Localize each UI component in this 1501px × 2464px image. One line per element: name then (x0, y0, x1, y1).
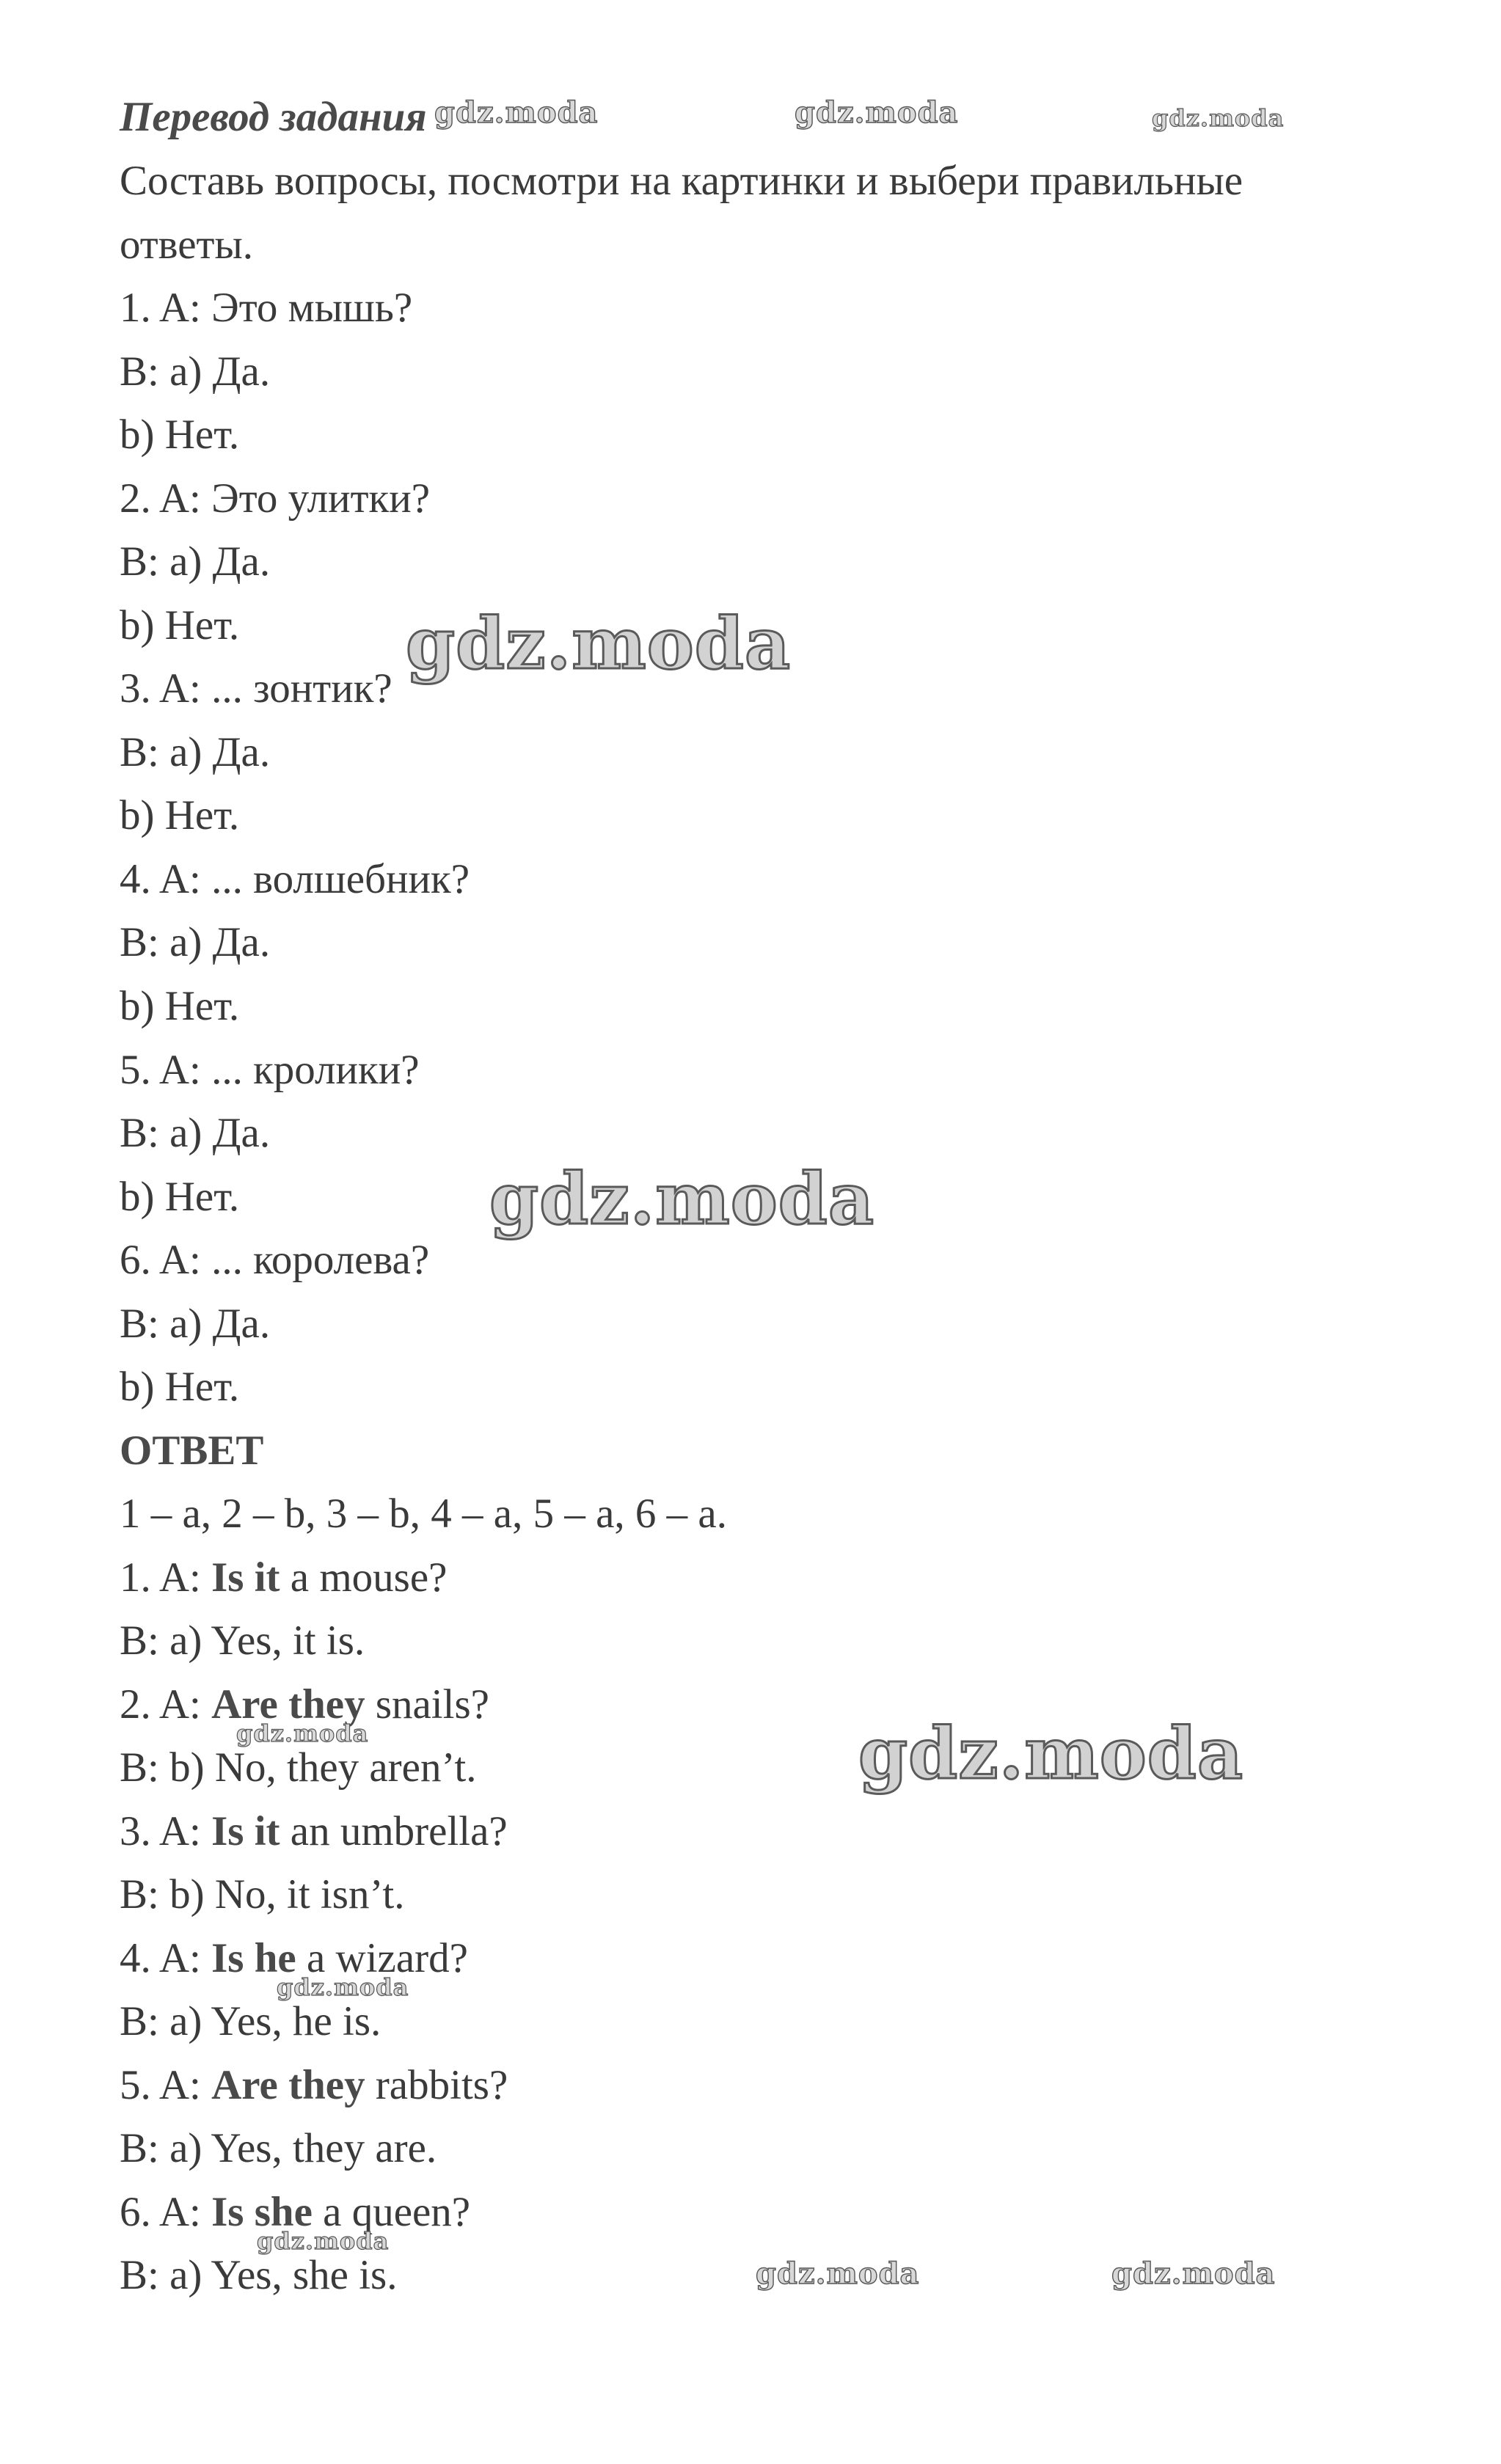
watermark: gdz.moda (434, 95, 599, 130)
watermark: gdz.moda (1111, 2256, 1276, 2291)
task-question-6: 6. A: ... королева? (120, 1237, 430, 1283)
task-option-a-6: B: a) Да. (120, 1301, 271, 1347)
watermark: gdz.moda (257, 2227, 390, 2255)
watermark: gdz.moda (277, 1973, 409, 2001)
watermark: gdz.moda (236, 1719, 369, 1747)
task-option-b-6: b) Нет. (120, 1364, 240, 1410)
task-option-a-1: B: a) Да. (120, 348, 271, 395)
watermark: gdz.moda (1152, 104, 1285, 132)
task-option-a-3: B: a) Да. (120, 729, 271, 775)
task-question-5: 5. A: ... кролики? (120, 1047, 420, 1093)
task-option-a-4: B: a) Да. (120, 919, 271, 965)
instruction-line-2: ответы. (120, 222, 253, 268)
answer-question-5: 5. A: Are they rabbits? (120, 2062, 508, 2108)
task-option-b-2: b) Нет. (120, 602, 240, 648)
answer-reply-5: B: a) Yes, they are. (120, 2125, 437, 2171)
answer-reply-6: B: a) Yes, she is. (120, 2252, 398, 2298)
watermark: gdz.moda (858, 1712, 1244, 1795)
watermark: gdz.moda (795, 95, 959, 130)
watermark: gdz.moda (756, 2256, 920, 2291)
answer-reply-4: B: a) Yes, he is. (120, 1998, 381, 2044)
task-option-a-2: B: a) Да. (120, 538, 271, 585)
instruction-line-1: Составь вопросы, посмотри на картинки и выбери правильные (120, 158, 1243, 204)
task-option-b-4: b) Нет. (120, 983, 240, 1029)
task-question-4: 4. A: ... волшебник? (120, 856, 470, 902)
answer-question-6: 6. A: Is she a queen? (120, 2189, 471, 2235)
task-option-b-3: b) Нет. (120, 792, 240, 838)
task-option-b-1: b) Нет. (120, 412, 240, 458)
watermark: gdz.moda (406, 602, 792, 685)
answer-question-3: 3. A: Is it an umbrella? (120, 1808, 508, 1854)
answer-reply-2: B: b) No, they aren’t. (120, 1744, 477, 1791)
task-question-1: 1. A: Это мышь? (120, 285, 413, 331)
answer-key: 1 – a, 2 – b, 3 – b, 4 – a, 5 – a, 6 – a. (120, 1491, 727, 1537)
task-question-2: 2. A: Это улитки? (120, 475, 430, 522)
task-option-b-5: b) Нет. (120, 1174, 240, 1220)
answer-reply-3: B: b) No, it isn’t. (120, 1871, 405, 1918)
answer-heading: ОТВЕТ (120, 1427, 264, 1474)
task-heading: Перевод задания (120, 94, 427, 140)
task-option-a-5: B: a) Да. (120, 1110, 271, 1156)
answer-question-4: 4. A: Is he a wizard? (120, 1935, 468, 1981)
task-question-3: 3. A: ... зонтик? (120, 665, 392, 712)
watermark: gdz.moda (489, 1158, 875, 1240)
answer-question-1: 1. A: Is it a mouse? (120, 1554, 448, 1601)
answer-reply-1: B: a) Yes, it is. (120, 1617, 365, 1664)
answer-question-2: 2. A: Are they snails? (120, 1681, 489, 1728)
